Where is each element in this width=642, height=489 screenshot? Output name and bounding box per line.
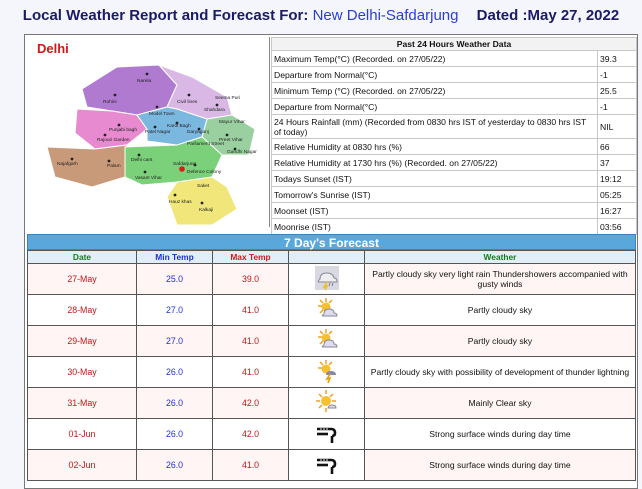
- map-label-najafgarh: Najafgarh: [57, 162, 78, 167]
- col-header-date: Date: [28, 251, 137, 264]
- past-value: NIL: [598, 115, 637, 139]
- forecast-row: [28, 295, 636, 326]
- map-label-shahdara: Shahdara: [204, 108, 225, 113]
- map-label-mayur-vihar: Mayur Vihar: [219, 120, 245, 125]
- map-label-kalkaji: Kalkaji: [199, 208, 214, 213]
- past-label: Relative Humidity at 1730 hrs (%) (Recorded. on 27/05/22): [272, 155, 598, 171]
- past-value: -1: [598, 99, 637, 115]
- past-label: Moonrise (IST): [272, 219, 598, 235]
- past-row: [272, 67, 637, 83]
- map-label-palam: Palam: [107, 164, 121, 169]
- forecast-max-temp: 42.0: [213, 388, 289, 419]
- col-header-min-temp: Min Temp: [137, 251, 213, 264]
- forecast-date: 27-May: [28, 264, 137, 295]
- map-label-hauz-khas: Hauz khas: [169, 200, 192, 205]
- map-label-patel-nagar: Patel Nagar: [145, 130, 171, 135]
- forecast-row: [28, 450, 636, 481]
- past-label: Departure from Normal(°C): [272, 67, 598, 83]
- forecast-weather: Strong surface winds during day time: [365, 450, 636, 481]
- forecast-min-temp: 26.0: [137, 419, 213, 450]
- col-header-max-temp: Max Temp: [213, 251, 289, 264]
- forecast-min-temp: 27.0: [137, 326, 213, 357]
- map-label-rajouri-garden: Rajouri Garden: [97, 138, 130, 143]
- forecast-title: 7 Day's Forecast: [27, 234, 636, 250]
- past-row: [272, 155, 637, 171]
- past-24h-panel: [271, 37, 637, 232]
- safdarjung-marker: [179, 166, 185, 172]
- map-label-parliament-street: Parliament Street: [187, 142, 225, 147]
- forecast-icon-cell: [289, 326, 365, 357]
- forecast-max-temp: 42.0: [213, 419, 289, 450]
- past-row: [272, 83, 637, 99]
- forecast-date: 30-May: [28, 357, 137, 388]
- forecast-date: 28-May: [28, 295, 137, 326]
- thunder-development-icon: [314, 376, 340, 386]
- map-label-civil-lines: Civil lines: [177, 100, 198, 105]
- wind-icon: [314, 469, 340, 479]
- forecast-weather: Partly cloudy sky with possibility of development of thunder lightning: [365, 357, 636, 388]
- past-label: 24 Hours Rainfall (mm) (Recorded from 0830 hrs IST of yesterday to 0830 hrs IST of today): [272, 115, 598, 139]
- report-container: [24, 34, 638, 489]
- forecast-min-temp: 27.0: [137, 295, 213, 326]
- forecast-max-temp: 41.0: [213, 295, 289, 326]
- partly-cloudy-icon: [314, 314, 340, 324]
- map-label-defence-colony: Defence Colony: [187, 170, 222, 175]
- map-label-narela: Narela: [137, 79, 152, 84]
- map-label-rohini: Rohini: [103, 100, 117, 105]
- past-label: Tomorrow's Sunrise (IST): [272, 187, 598, 203]
- forecast-row: [28, 419, 636, 450]
- past-label: Moonset (IST): [272, 203, 598, 219]
- past-row: [272, 115, 637, 139]
- forecast-min-temp: 26.0: [137, 450, 213, 481]
- past-row: [272, 187, 637, 203]
- past-label: Departure from Normal(°C): [272, 99, 598, 115]
- forecast-date: 29-May: [28, 326, 137, 357]
- forecast-header-row: [28, 251, 636, 264]
- past-row: [272, 99, 637, 115]
- forecast-row: [28, 326, 636, 357]
- forecast-icon-cell: [289, 295, 365, 326]
- forecast-weather: Partly cloudy sky very light rain Thundershowers accompanied with gusty winds: [365, 264, 636, 295]
- past-label: Maximum Temp(°C) (Recorded. on 27/05/22): [272, 51, 598, 67]
- forecast-icon-cell: [289, 357, 365, 388]
- forecast-date: 01-Jun: [28, 419, 137, 450]
- past-row: [272, 171, 637, 187]
- map-label-vasant-vihar: Vasant Vihar: [135, 176, 163, 181]
- report-date: Dated :May 27, 2022: [476, 7, 620, 24]
- past-row: [272, 139, 637, 155]
- forecast-weather: Partly cloudy sky: [365, 326, 636, 357]
- forecast-table: [27, 250, 636, 481]
- station-name[interactable]: New Delhi-Safdarjung: [312, 7, 459, 24]
- past-24h-table: [271, 37, 637, 235]
- map-label-daryaganj: Daryaganj: [187, 130, 209, 135]
- map-label-saket: Saket: [197, 184, 210, 189]
- delhi-district-map: [27, 37, 269, 227]
- forecast-max-temp: 41.0: [213, 357, 289, 388]
- page-header: [0, 0, 642, 32]
- map-label-model-town: Model Town: [149, 112, 175, 117]
- map-label-karol-bagh: Karol Bagh: [167, 124, 191, 129]
- map-label-seema-puri: Seema Puri: [215, 96, 241, 101]
- forecast-min-temp: 26.0: [137, 357, 213, 388]
- forecast-row: [28, 264, 636, 295]
- past-label: Todays Sunset (IST): [272, 171, 598, 187]
- map-label-safdarjung: Safdarjung: [173, 162, 197, 167]
- map-label-gandhi-nagar: Gandhi Nagar: [227, 150, 257, 155]
- forecast-min-temp: 26.0: [137, 388, 213, 419]
- past-label: Minimum Temp (°C) (Recorded. on 27/05/22): [272, 83, 598, 99]
- forecast-icon-cell: [289, 419, 365, 450]
- past-row: [272, 51, 637, 67]
- forecast-max-temp: 41.0: [213, 326, 289, 357]
- forecast-icon-cell: [289, 388, 365, 419]
- past-value: 03:56: [598, 219, 637, 235]
- col-header-weather: Weather: [365, 251, 636, 264]
- forecast-max-temp: 41.0: [213, 450, 289, 481]
- past-value: 16:27: [598, 203, 637, 219]
- past-value: 37: [598, 155, 637, 171]
- past-row: [272, 219, 637, 235]
- forecast-max-temp: 39.0: [213, 264, 289, 295]
- forecast-date: 31-May: [28, 388, 137, 419]
- map-label-preet-vihar: Preet Vihar: [219, 138, 243, 143]
- past-value: 25.5: [598, 83, 637, 99]
- past-value: 39.3: [598, 51, 637, 67]
- past-label: Relative Humidity at 0830 hrs (%): [272, 139, 598, 155]
- past-24h-title: Past 24 Hours Weather Data: [272, 38, 637, 51]
- map-label-delhi-cant: Delhi cant: [131, 158, 153, 163]
- col-header-icon: [289, 251, 365, 264]
- report-title: Local Weather Report and Forecast For:: [22, 7, 309, 24]
- delhi-map-panel: [27, 37, 270, 227]
- forecast-min-temp: 25.0: [137, 264, 213, 295]
- forecast-icon-cell: [289, 450, 365, 481]
- forecast-row: [28, 388, 636, 419]
- past-value: -1: [598, 67, 637, 83]
- past-value: 66: [598, 139, 637, 155]
- mainly-clear-icon: [314, 407, 340, 417]
- forecast-weather: Strong surface winds during day time: [365, 419, 636, 450]
- map-label-punjabi-bagh: Punjabi bagh: [109, 128, 138, 133]
- map-title: Delhi: [37, 41, 69, 56]
- forecast-icon-cell: [289, 264, 365, 295]
- past-value: 19:12: [598, 171, 637, 187]
- forecast-row: [28, 357, 636, 388]
- thunderstorm-icon: [314, 283, 340, 293]
- wind-icon: [314, 438, 340, 448]
- forecast-weather: Partly cloudy sky: [365, 295, 636, 326]
- forecast-date: 02-Jun: [28, 450, 137, 481]
- forecast-weather: Mainly Clear sky: [365, 388, 636, 419]
- past-value: 05:25: [598, 187, 637, 203]
- partly-cloudy-icon: [314, 345, 340, 355]
- map-region-north: [82, 65, 177, 115]
- past-row: [272, 203, 637, 219]
